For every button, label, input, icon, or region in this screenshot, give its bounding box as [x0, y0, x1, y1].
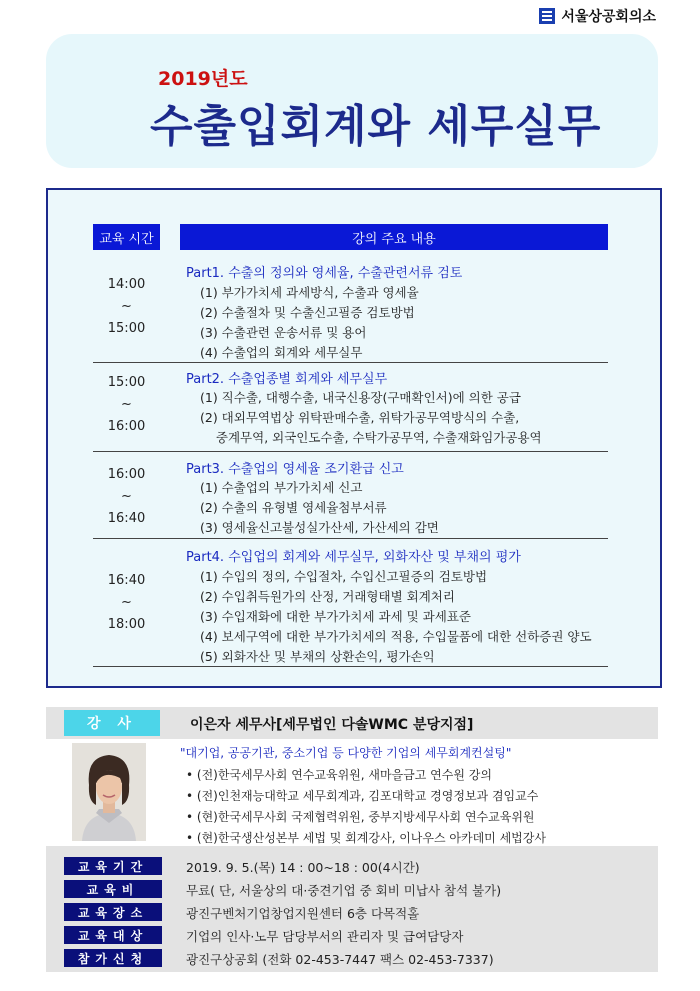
info-value-target: 기업의 인사·노무 담당부서의 관리자 및 급여담당자	[186, 929, 464, 944]
chamber-logo-icon	[539, 8, 555, 24]
session-item: (1) 수입의 정의, 수입절차, 수입신고필증의 검토방법	[200, 569, 488, 584]
session-item: (2) 수출절차 및 수출신고필증 검토방법	[200, 305, 415, 320]
session-item: (5) 외화자산 및 부채의 상환손익, 평가손익	[200, 649, 435, 664]
session-time: 15:00 ~ 16:00	[107, 375, 146, 434]
session-item: (2) 수입취득원가의 산정, 거래형태별 회계처리	[200, 589, 455, 604]
career-item: • (현)한국생산성본부 세법 및 회계강사, 이나우스 아카데미 세법강사	[186, 831, 546, 845]
session-item: (2) 대외무역법상 위탁판매수출, 위탁가공무역방식의 수출,	[200, 410, 520, 425]
session-item: (1) 수출업의 부가가치세 신고	[200, 480, 363, 495]
session-part-title: Part1. 수출의 정의와 영세율, 수출관련서류 검토	[186, 266, 463, 281]
row-divider	[93, 666, 608, 667]
row-divider	[93, 451, 608, 452]
career-item: • (전)인천재능대학교 세무회계과, 김포대학교 경영정보과 겸임교수	[186, 789, 539, 803]
session-item: (4) 수출업의 회계와 세무실무	[200, 345, 363, 360]
chamber-logo	[539, 6, 656, 26]
info-value-apply: 광진구상공회 (전화 02-453-7447 팩스 02-453-7337)	[186, 952, 494, 967]
page-title: 수출입회계와 세무실무	[150, 101, 602, 152]
career-item: • (현)한국세무사회 국제협력위원, 중부지방세무사회 연수교육위원	[186, 810, 535, 824]
session-item: (3) 수입재화에 대한 부가가치세 과세 및 과세표준	[200, 609, 471, 624]
col-header-content: 강의 주요 내용	[180, 224, 608, 250]
lecturer-portrait-icon	[72, 743, 146, 841]
session-time: 16:00 ~ 16:40	[107, 467, 146, 526]
session-time: 14:00 ~ 15:00	[107, 277, 146, 336]
session-item: (1) 부가가치세 과세방식, 수출과 영세율	[200, 285, 419, 300]
info-label-venue: 교육장소	[64, 903, 162, 921]
row-divider	[93, 362, 608, 363]
session-item: (3) 영세율신고불성실가산세, 가산세의 감면	[200, 520, 439, 535]
info-label-apply: 참가신청	[64, 949, 162, 967]
lecturer-name: 이은자 세무사[세무법인 다솔WMC 분당지점]	[190, 717, 474, 733]
chamber-name: 서울상공회의소	[561, 9, 656, 25]
info-label-fee: 교육비	[64, 880, 162, 898]
session-item: (1) 직수출, 대행수출, 내국신용장(구매확인서)에 의한 공급	[200, 390, 521, 405]
career-item: • (전)한국세무사회 연수교육위원, 새마을금고 연수원 강의	[186, 768, 492, 782]
lecturer-tag: 강 사	[64, 710, 160, 736]
session-part-title: Part2. 수출업종별 회계와 세무실무	[186, 372, 388, 387]
session-item: (2) 수출의 유형별 영세율첨부서류	[200, 500, 387, 515]
year-label: 2019년도	[158, 68, 248, 90]
session-item: (3) 수출관련 운송서류 및 용어	[200, 325, 367, 340]
session-time: 16:40 ~ 18:00	[107, 573, 146, 632]
info-label-target: 교육대상	[64, 926, 162, 944]
info-value-venue: 광진구벤처기업창업지원센터 6층 다목적홀	[186, 906, 420, 921]
session-part-title: Part4. 수입업의 회계와 세무실무, 외화자산 및 부채의 평가	[186, 550, 521, 565]
lecturer-photo	[72, 743, 146, 841]
info-value-fee: 무료( 단, 서울상의 대·중견기업 중 회비 미납사 참석 불가)	[186, 883, 502, 898]
info-value-period: 2019. 9. 5.(목) 14 : 00~18 : 00(4시간)	[186, 860, 420, 875]
info-label-period: 교육기간	[64, 857, 162, 875]
session-item: (4) 보세구역에 대한 부가가치세의 적용, 수입물품에 대한 선하증권 양도	[200, 629, 592, 644]
row-divider	[93, 538, 608, 539]
session-part-title: Part3. 수출업의 영세율 조기환급 신고	[186, 462, 404, 477]
session-item: 중계무역, 외국인도수출, 수탁가공무역, 수출재화임가공용역	[200, 430, 542, 445]
col-header-time: 교육 시간	[93, 224, 160, 250]
lecturer-quote: "대기업, 공공기관, 중소기업 등 다양한 기업의 세무회계컨설팅"	[180, 746, 512, 760]
